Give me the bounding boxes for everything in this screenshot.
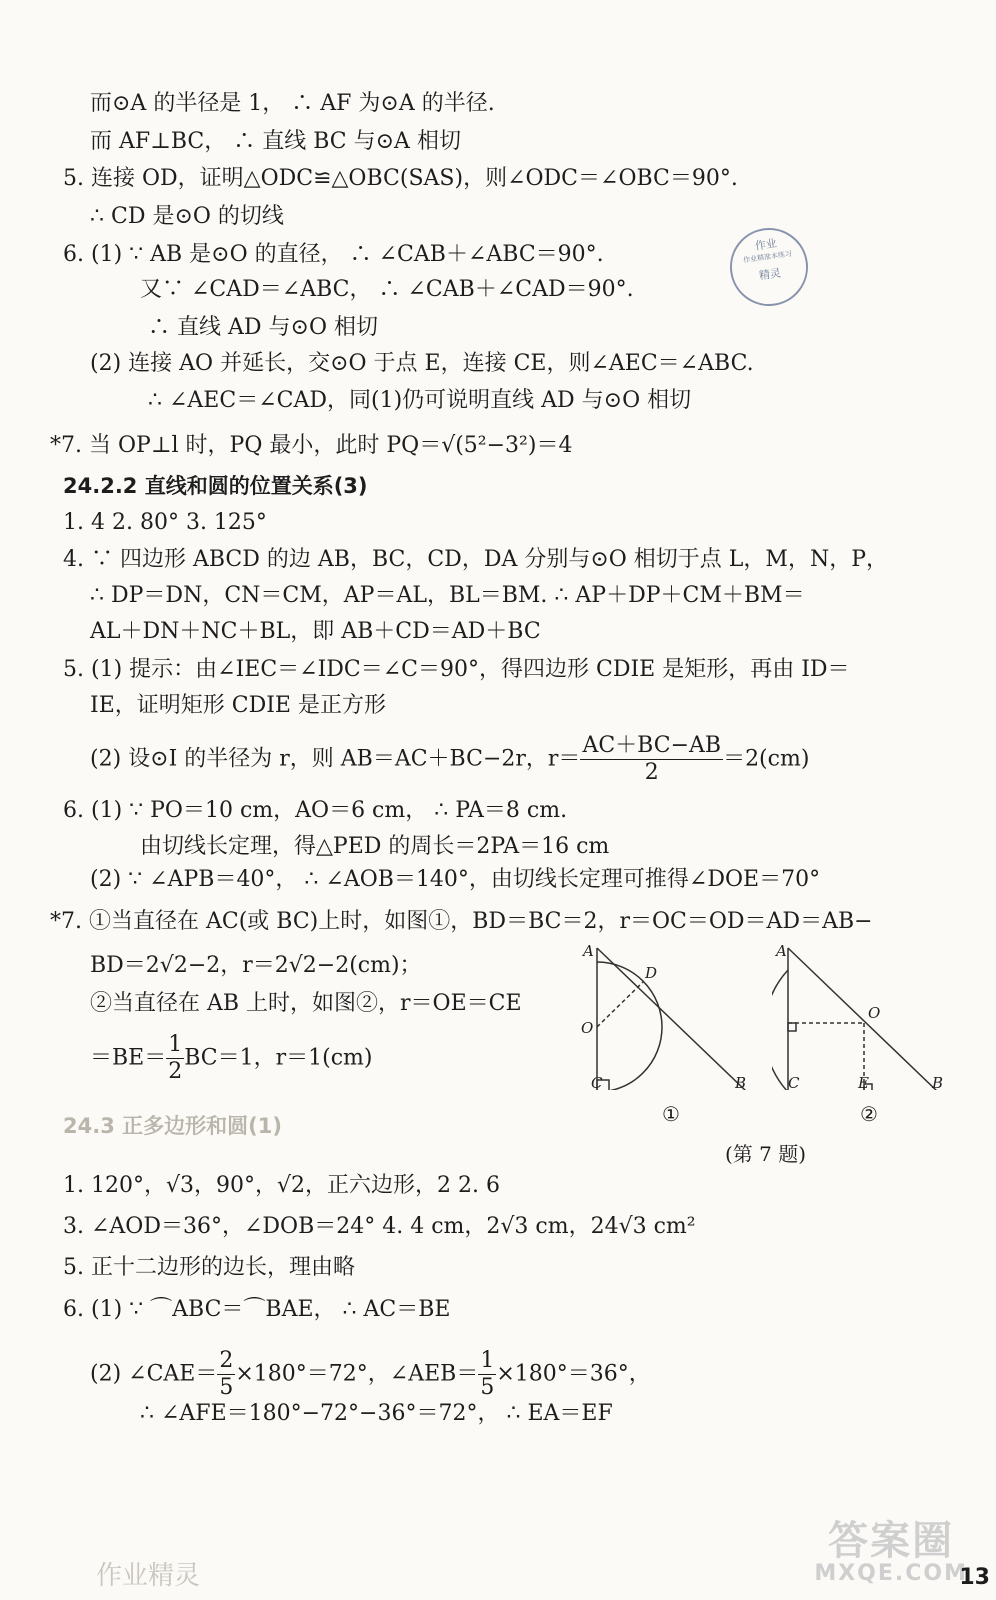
- text-line: 5. (1) 提示：由∠IEC＝∠IDC＝∠C＝90°，得四边形 CDIE 是矩形，再由 ID＝: [63, 657, 850, 682]
- formula-text: ＝2(cm): [723, 746, 810, 772]
- fraction-numerator: 2: [219, 1348, 234, 1373]
- text-line: 5. 连接 OD，证明△ODC≌△OBC(SAS)，则∠ODC＝∠OBC＝90°.: [63, 166, 738, 191]
- semicircle: [772, 970, 920, 1090]
- text-line: ∴ 直线 AD 与⊙O 相切: [148, 315, 378, 340]
- point-label: A: [776, 942, 787, 960]
- point-label: O: [868, 1004, 881, 1022]
- formula-text: (2) ∠CAE＝: [90, 1361, 218, 1387]
- stamp-text-bottom: 精灵: [758, 266, 782, 283]
- text-line: 而⊙A 的半径是 1， ∴ AF 为⊙A 的半径.: [90, 91, 495, 116]
- formula-text: BC＝1，r＝1(cm): [184, 1045, 373, 1071]
- fraction-numerator: 1: [168, 1032, 183, 1057]
- figure-caption: (第 7 题): [725, 1142, 807, 1166]
- formula-text: ＝BE＝: [90, 1045, 167, 1071]
- text-line: 6. (1) ∵ AB 是⊙O 的直径， ∴ ∠CAB＋∠ABC＝90°.: [63, 242, 604, 267]
- text-line: 5. 正十二边形的边长，理由略: [63, 1255, 355, 1280]
- text-line: *7. 当 OP⊥l 时，PQ 最小，此时 PQ＝√(5²−3²)＝4: [50, 433, 573, 458]
- text-line: 1. 4 2. 80° 3. 125°: [63, 510, 267, 535]
- section-heading: 24.3 正多边形和圆(1): [63, 1114, 282, 1138]
- text-line: ∴ DP＝DN，CN＝CM，AP＝AL，BL＝BM. ∴ AP＋DP＋CM＋BM＝: [90, 583, 805, 608]
- text-line: (2) 连接 AO 并延长，交⊙O 于点 E，连接 CE，则∠AEC＝∠ABC.: [90, 351, 754, 376]
- geometry-figure-1: [575, 940, 765, 1090]
- point-label: B: [735, 1074, 747, 1090]
- text-line: ②当直径在 AB 上时，如图②，r＝OE＝CE: [90, 991, 522, 1016]
- fraction-denominator: 2: [644, 760, 659, 785]
- text-line: 由切线长定理，得△PED 的周长＝2PA＝16 cm: [140, 834, 610, 859]
- point-label: E: [858, 1074, 869, 1090]
- stamp-text-middle: 作业精准本练习: [742, 249, 793, 265]
- text-line: ∴ ∠AEC＝∠CAD，同(1)仍可说明直线 AD 与⊙O 相切: [148, 388, 692, 413]
- point-label: O: [581, 1019, 594, 1037]
- point-label: C: [788, 1074, 800, 1090]
- geometry-figure-2: [772, 940, 952, 1090]
- stamp: [725, 223, 813, 311]
- fraction: [580, 735, 723, 784]
- figure-label-1: ①: [662, 1102, 680, 1126]
- fraction: [478, 1350, 496, 1399]
- faded-brand-text: 作业精灵: [96, 1561, 201, 1591]
- text-line: 3. ∠AOD＝36°，∠DOB＝24° 4. 4 cm，2√3 cm，24√3 cm²: [63, 1214, 696, 1239]
- formula-line: [90, 1034, 373, 1083]
- fraction: [166, 1034, 184, 1083]
- page-number: 13: [959, 1565, 990, 1590]
- text-line: ∴ CD 是⊙O 的切线: [90, 204, 284, 229]
- side-ab: [788, 948, 938, 1090]
- text-line: ∴ ∠AFE＝180°−72°−36°＝72°， ∴ EA＝EF: [140, 1401, 613, 1426]
- text-line: (2) ∵ ∠APB＝40°， ∴ ∠AOB＝140°，由切线长定理可推得∠DOE＝70°: [90, 867, 821, 892]
- text-line: BD＝2√2−2，r＝2√2−2(cm)；: [90, 953, 422, 978]
- point-label: A: [583, 942, 594, 960]
- stamp-text-top: 作业: [754, 236, 778, 253]
- formula-text: ×180°＝36°，: [496, 1361, 651, 1387]
- radius-od: [597, 982, 643, 1027]
- text-line: 而 AF⊥BC， ∴ 直线 BC 与⊙A 相切: [90, 129, 461, 154]
- point-label: C: [591, 1074, 603, 1090]
- formula-line: [90, 1350, 651, 1399]
- text-line: 6. (1) ∵ PO＝10 cm，AO＝6 cm， ∴ PA＝8 cm.: [63, 798, 568, 823]
- fraction-denominator: 5: [480, 1375, 495, 1400]
- point-label: D: [645, 964, 658, 982]
- section-heading: 24.2.2 直线和圆的位置关系(3): [63, 474, 368, 498]
- text-line: *7. ①当直径在 AC(或 BC)上时，如图①，BD＝BC＝2，r＝OC＝OD＝AD＝AB−: [50, 909, 873, 934]
- text-line: 6. (1) ∵ ⌒ABC＝⌒BAE， ∴ AC＝BE: [63, 1297, 451, 1322]
- text-line: IE，证明矩形 CDIE 是正方形: [90, 693, 386, 718]
- fraction-denominator: 2: [168, 1059, 183, 1084]
- fraction-numerator: 1: [480, 1348, 495, 1373]
- figure-label-2: ②: [860, 1102, 878, 1126]
- text-line: 1. 120°，√3，90°，√2，正六边形，2 2. 6: [63, 1173, 500, 1198]
- formula-line: [90, 735, 809, 784]
- text-line: 4. ∵ 四边形 ABCD 的边 AB，BC，CD，DA 分别与⊙O 相切于点 L，M，N，P，: [63, 547, 888, 572]
- watermark-top: 答案圈: [828, 1518, 955, 1564]
- side-ab: [597, 948, 747, 1090]
- formula-text: (2) 设⊙I 的半径为 r，则 AB＝AC＋BC−2r，r＝: [90, 746, 581, 772]
- fraction: [217, 1350, 235, 1399]
- text-line: AL＋DN＋NC＋BL，即 AB＋CD＝AD＋BC: [90, 619, 541, 644]
- text-line: 又∵ ∠CAD＝∠ABC， ∴ ∠CAB＋∠CAD＝90°.: [140, 277, 634, 302]
- watermark: [814, 1520, 968, 1586]
- formula-text: ×180°＝72°，∠AEB＝: [235, 1361, 479, 1387]
- watermark-bottom: MXQE.COM: [814, 1561, 968, 1586]
- fraction-denominator: 5: [219, 1375, 234, 1400]
- right-angle-mark: [788, 1023, 796, 1031]
- fraction-numerator: AC＋BC−AB: [582, 733, 722, 758]
- point-label: B: [932, 1074, 944, 1090]
